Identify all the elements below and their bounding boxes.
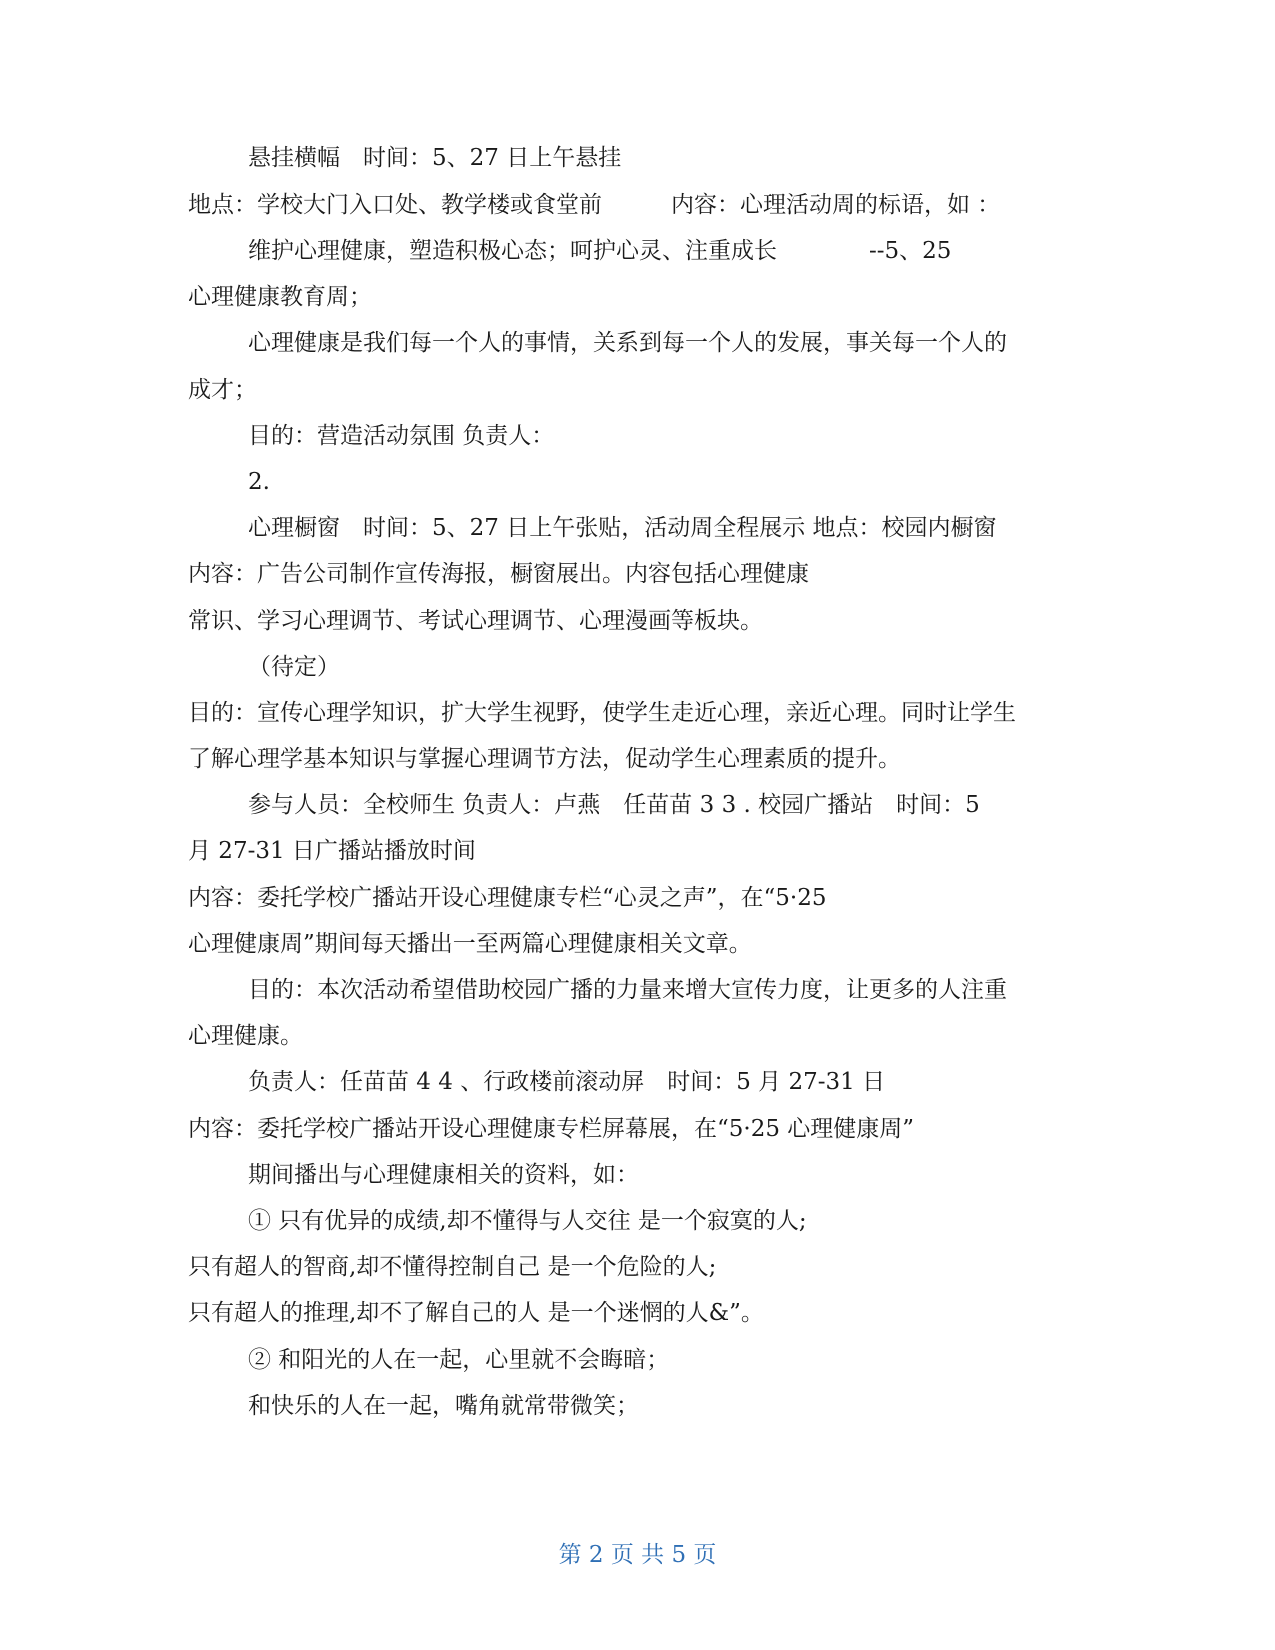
text-line-item-2: 2. [248, 469, 270, 495]
text-line-health-cont: 成才； [188, 377, 257, 403]
text-line-purpose-3-cont: 心理健康。 [188, 1023, 303, 1049]
text-line-broadcast-content: 内容：委托学校广播站开设心理健康专栏“心灵之声”，在“5·25 [188, 885, 827, 911]
text-line-slogan-cont: 心理健康教育周； [188, 284, 372, 310]
text-line-broadcast-time: 月 27-31 日广播站播放时间 [188, 838, 476, 864]
text-line-screen: 负责人：任苗苗 4 4 、行政楼前滚动屏 时间：5 月 27-31 日 [248, 1069, 886, 1095]
text-line-broadcast-content-cont: 心理健康周”期间每天播出一至两篇心理健康相关文章。 [188, 931, 752, 957]
text-line-slogan: 维护心理健康，塑造积极心态；呵护心灵、注重成长 --5、25 [248, 238, 952, 264]
text-line-quote-1: ① 只有优异的成绩,却不懂得与人交往 是一个寂寞的人; [248, 1208, 807, 1234]
text-line-health: 心理健康是我们每一个人的事情，关系到每一个人的发展，事关每一个人的 [248, 330, 1007, 356]
text-line-purpose-2-cont: 了解心理学基本知识与掌握心理调节方法，促动学生心理素质的提升。 [188, 746, 901, 772]
page-number-footer: 第 2 页 共 5 页 [558, 1542, 717, 1568]
text-line-window-content: 内容：广告公司制作宣传海报，橱窗展出。内容包括心理健康 [188, 561, 809, 587]
text-line-quote-2: ② 和阳光的人在一起，心里就不会晦暗； [248, 1347, 670, 1373]
text-line-participants: 参与人员：全校师生 负责人：卢燕 任苗苗 3 3 . 校园广播站 时间：5 [248, 792, 980, 818]
text-line-purpose-2: 目的：宣传心理学知识，扩大学生视野，使学生走近心理，亲近心理。同时让学生 [188, 700, 1016, 726]
text-line-banner: 悬挂横幅 时间：5、27 日上午悬挂 [248, 145, 622, 171]
text-line-screen-content-cont: 期间播出与心理健康相关的资料，如： [248, 1162, 639, 1188]
text-line-location: 地点：学校大门入口处、教学楼或食堂前 内容：心理活动周的标语，如 ： [188, 192, 1001, 218]
text-line-quote-1b: 只有超人的智商,却不懂得控制自己 是一个危险的人; [188, 1254, 717, 1280]
text-line-purpose-1: 目的：营造活动氛围 负责人： [248, 423, 555, 449]
text-line-screen-content: 内容：委托学校广播站开设心理健康专栏屏幕展，在“5·25 心理健康周” [188, 1116, 915, 1142]
text-line-quote-1c: 只有超人的推理,却不了解自己的人 是一个迷惘的人&”。 [188, 1300, 764, 1326]
text-line-quote-2b: 和快乐的人在一起，嘴角就常带微笑； [248, 1393, 639, 1419]
text-line-purpose-3: 目的：本次活动希望借助校园广播的力量来增大宣传力度，让更多的人注重 [248, 977, 1007, 1003]
text-line-pending: （待定） [248, 654, 340, 680]
text-line-window: 心理橱窗 时间：5、27 日上午张贴，活动周全程展示 地点：校园内橱窗 [248, 515, 997, 541]
text-line-window-content-cont: 常识、学习心理调节、考试心理调节、心理漫画等板块。 [188, 608, 763, 634]
